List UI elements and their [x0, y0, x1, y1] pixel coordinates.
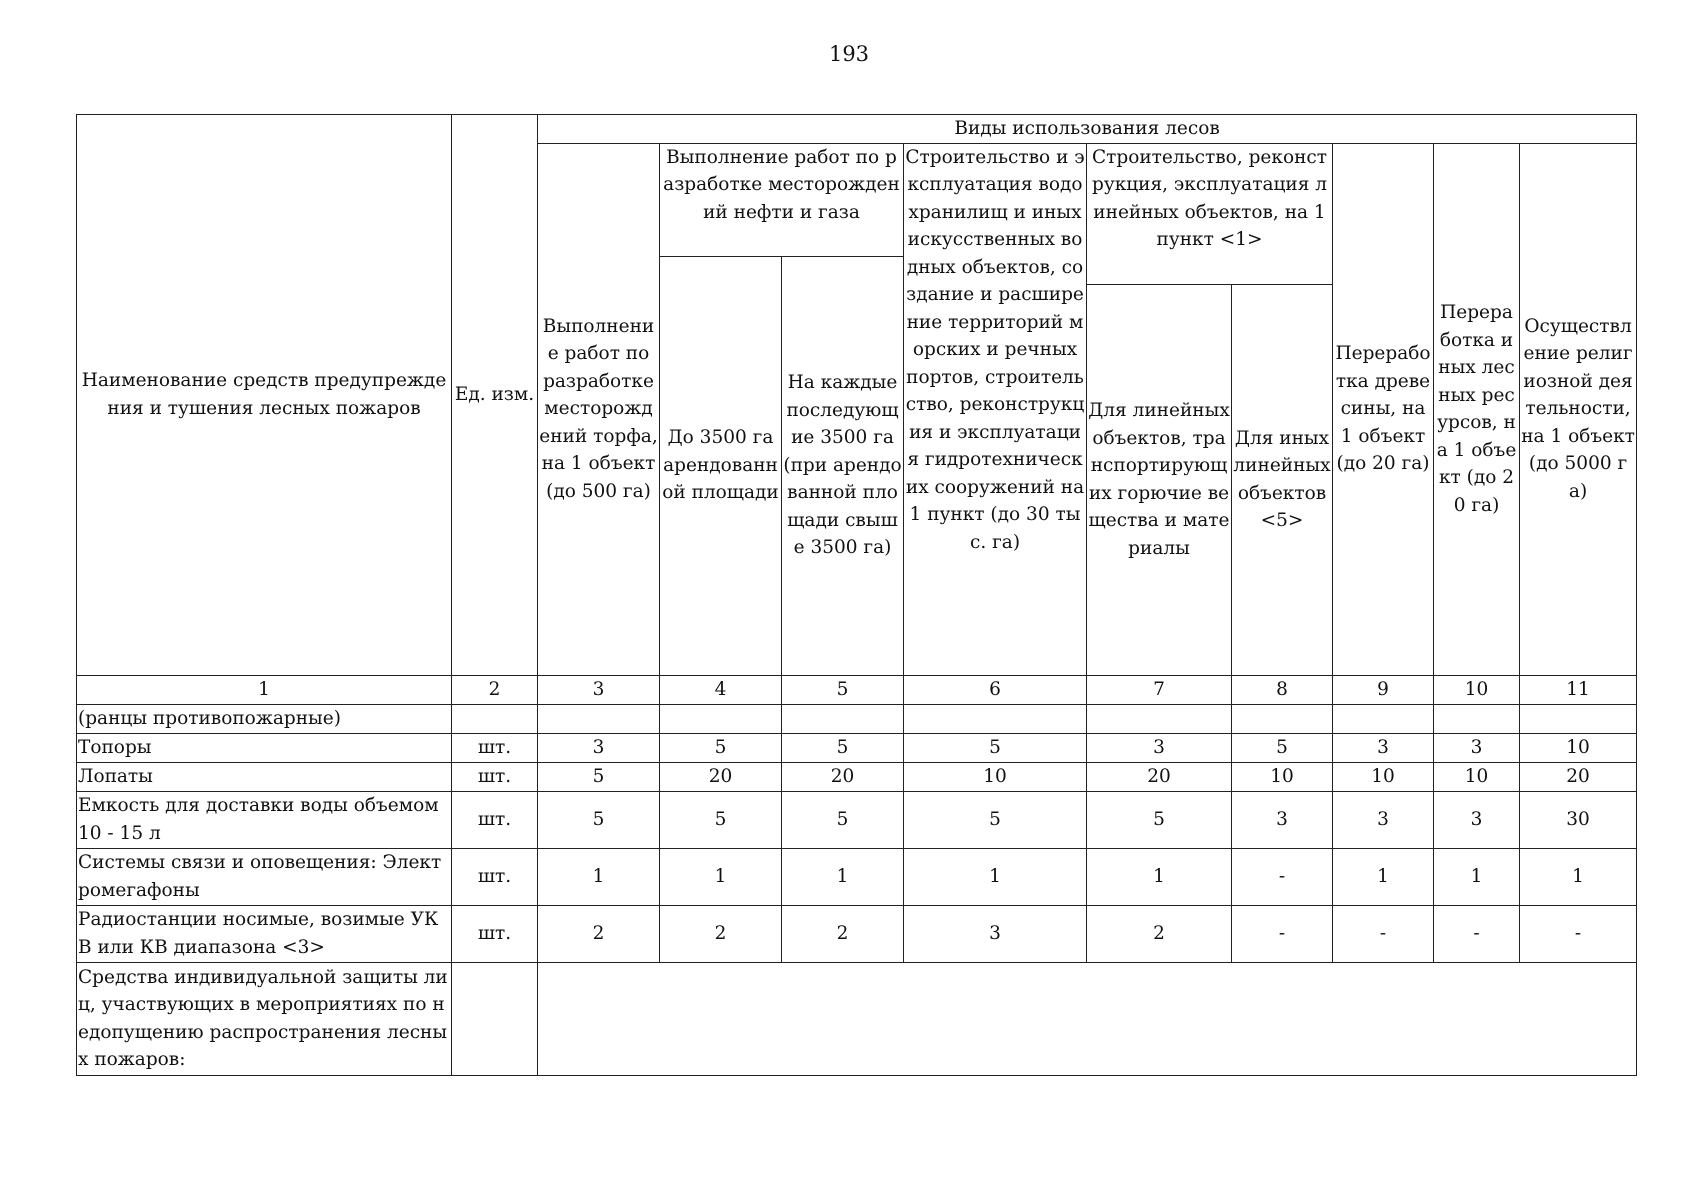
row-value: 3: [1087, 733, 1232, 762]
row-value: 1: [1087, 848, 1232, 905]
header-col-wood-processing: Переработка древесины, на 1 объект (до 20 га): [1333, 143, 1434, 675]
row-unit: шт.: [452, 905, 538, 962]
row-value: 20: [660, 762, 782, 791]
row-unit: шт.: [452, 762, 538, 791]
row-value: 10: [904, 762, 1087, 791]
column-number: 8: [1232, 675, 1333, 704]
column-number: 6: [904, 675, 1087, 704]
row-value: 1: [1520, 848, 1637, 905]
row-value: 2: [1087, 905, 1232, 962]
row-value: -: [1232, 905, 1333, 962]
row-name: Топоры: [77, 733, 452, 762]
row-value: 3: [1434, 733, 1520, 762]
column-number: 10: [1434, 675, 1520, 704]
row-unit: шт.: [452, 733, 538, 762]
row-value: -: [1333, 905, 1434, 962]
row-value: 20: [782, 762, 904, 791]
row-value: 2: [538, 905, 660, 962]
row-value: 20: [1520, 762, 1637, 791]
column-number: 1: [77, 675, 452, 704]
row-value: [1232, 704, 1333, 733]
row-value: 10: [1232, 762, 1333, 791]
row-value: -: [1520, 905, 1637, 962]
row-value: [660, 704, 782, 733]
row-name: Средства индивидуальной защиты лиц, участвующих в мероприятиях по недопущению распространения лесных пожаров:: [77, 962, 452, 1075]
table-row: [77, 791, 1637, 848]
row-value: 3: [1333, 733, 1434, 762]
row-name: Радиостанции носимые, возимые УКВ или КВ диапазона <3>: [77, 905, 452, 962]
row-value: 2: [782, 905, 904, 962]
row-value: 5: [782, 791, 904, 848]
row-value: 1: [904, 848, 1087, 905]
table-row: [77, 905, 1637, 962]
row-value: -: [1232, 848, 1333, 905]
row-value: 1: [782, 848, 904, 905]
row-value: 5: [1232, 733, 1333, 762]
row-value: 5: [904, 791, 1087, 848]
row-value: 3: [1333, 791, 1434, 848]
row-value: 1: [660, 848, 782, 905]
row-value: 2: [660, 905, 782, 962]
row-empty-span: [538, 962, 1637, 1075]
row-value: 3: [1232, 791, 1333, 848]
row-value: 1: [538, 848, 660, 905]
header-oil-gas: Выполнение работ по разработке месторождений нефти и газа: [660, 143, 904, 256]
header-col-up-to-3500: До 3500 га арендованной площади: [660, 256, 782, 675]
row-value: 5: [660, 791, 782, 848]
table-row: [77, 762, 1637, 791]
row-value: 5: [904, 733, 1087, 762]
header-col-linear-other: Для иных линейных объектов <5>: [1232, 284, 1333, 675]
fire-equipment-norms-table: [76, 114, 1637, 1076]
row-value: 3: [904, 905, 1087, 962]
table-row: [77, 704, 1637, 733]
row-value: 5: [538, 791, 660, 848]
column-numbers-row: [77, 675, 1637, 704]
row-value: 20: [1087, 762, 1232, 791]
row-name: Лопаты: [77, 762, 452, 791]
row-name: (ранцы противопожарные): [77, 704, 452, 733]
header-linear-objects: Строительство, реконструкция, эксплуатация линейных объектов, на 1 пункт <1>: [1087, 143, 1333, 284]
header-name: Наименование средств предупреждения и тушения лесных пожаров: [77, 115, 452, 676]
row-value: 5: [660, 733, 782, 762]
column-number: 7: [1087, 675, 1232, 704]
row-value: 10: [1333, 762, 1434, 791]
row-value: 3: [1434, 791, 1520, 848]
row-value: [1087, 704, 1232, 733]
column-number: 4: [660, 675, 782, 704]
table-row: [77, 962, 1637, 1075]
row-value: -: [1434, 905, 1520, 962]
row-value: [1333, 704, 1434, 733]
header-unit: Ед. изм.: [452, 115, 538, 676]
row-value: 3: [538, 733, 660, 762]
row-unit: [452, 962, 538, 1075]
header-col-reservoirs-ports: Строительство и эксплуатация водохранилищ и иных искусственных водных объектов, создание и расширение территорий морских и речных портов, строительство, реконструкция и эксплуатация гидротехнических сооружений на 1 пункт (до 30 тыс. га): [904, 143, 1087, 675]
header-col-peat: Выполнение работ по разработке месторождений торфа, на 1 объект (до 500 га): [538, 143, 660, 675]
row-value: 1: [1333, 848, 1434, 905]
row-value: [1520, 704, 1637, 733]
header-col-each-next-3500: На каждые последующие 3500 га (при арендованной площади свыше 3500 га): [782, 256, 904, 675]
header-forest-use-types: Виды использования лесов: [538, 115, 1637, 144]
column-number: 3: [538, 675, 660, 704]
header-col-other-resources: Переработка иных лесных ресурсов, на 1 объект (до 20 га): [1434, 143, 1520, 675]
row-value: 10: [1434, 762, 1520, 791]
row-value: 5: [1087, 791, 1232, 848]
row-value: [782, 704, 904, 733]
row-value: 30: [1520, 791, 1637, 848]
table-row: [77, 733, 1637, 762]
row-value: [1434, 704, 1520, 733]
row-value: [904, 704, 1087, 733]
row-unit: шт.: [452, 791, 538, 848]
row-value: 1: [1434, 848, 1520, 905]
header-col-religious: Осуществление религиозной деятельности, на 1 объект (до 5000 га): [1520, 143, 1637, 675]
header-col-linear-fuel: Для линейных объектов, транспортирующих горючие вещества и материалы: [1087, 284, 1232, 675]
column-number: 2: [452, 675, 538, 704]
page-number: 193: [828, 42, 870, 66]
row-value: 5: [538, 762, 660, 791]
column-number: 11: [1520, 675, 1637, 704]
row-value: [538, 704, 660, 733]
table-row: [77, 848, 1637, 905]
row-name: Системы связи и оповещения: Электромегафоны: [77, 848, 452, 905]
row-unit: [452, 704, 538, 733]
row-name: Емкость для доставки воды объемом 10 - 15 л: [77, 791, 452, 848]
row-unit: шт.: [452, 848, 538, 905]
row-value: 10: [1520, 733, 1637, 762]
column-number: 9: [1333, 675, 1434, 704]
row-value: 5: [782, 733, 904, 762]
column-number: 5: [782, 675, 904, 704]
